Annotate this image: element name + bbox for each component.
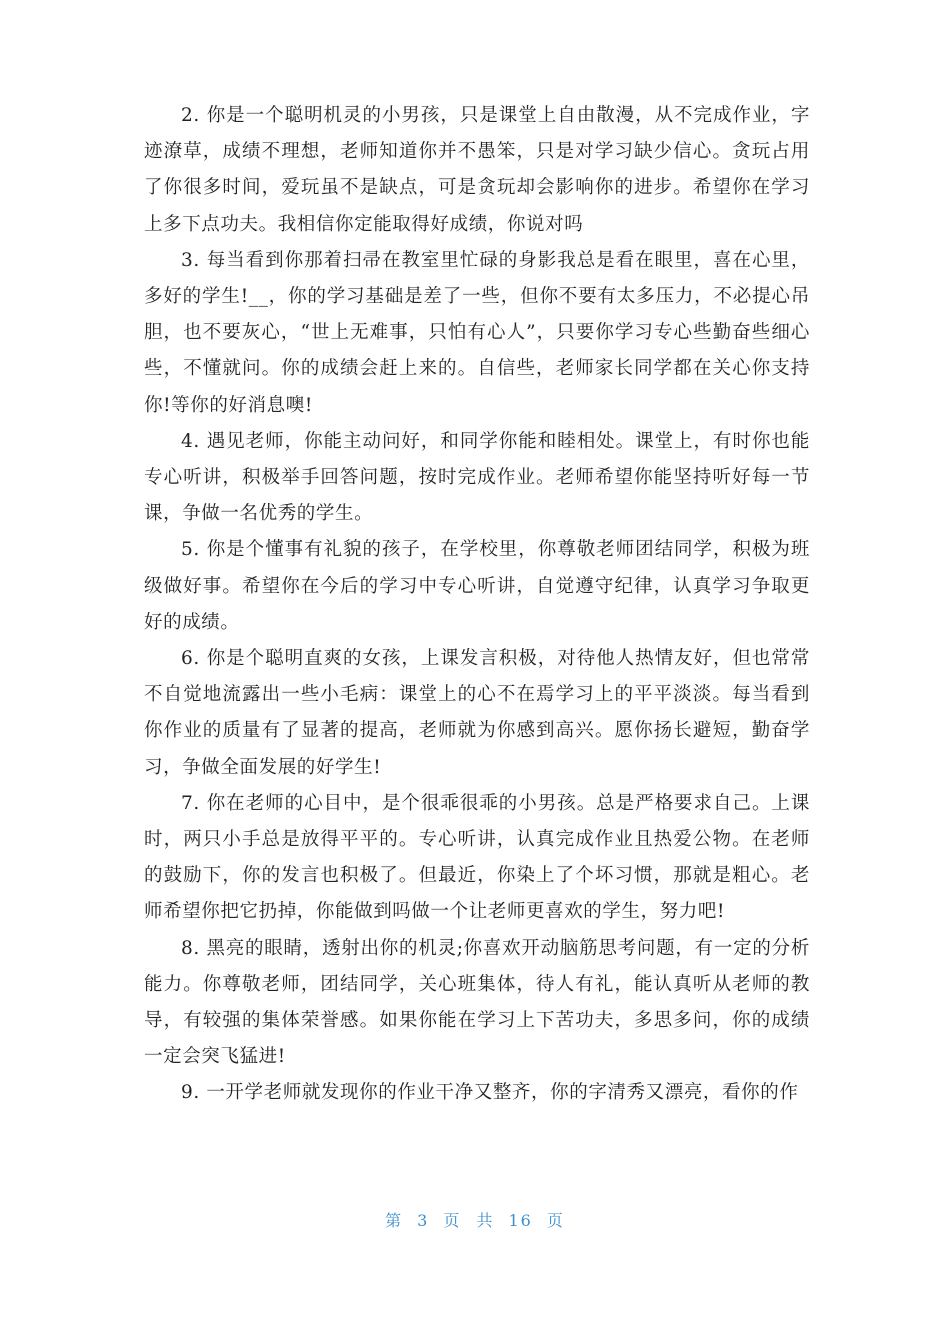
paragraph-item-3: 3. 每当看到你那着扫帚在教室里忙碌的身影我总是看在眼里，喜在心里，多好的学生!__，你的学习基础是差了一些，但你不要有太多压力，不必提心吊胆，也不要灰心，“世上无难事，只怕有心人”，只要你学习专心些勤奋些细心些，不懂就问。你的成绩会赶上来的。自信些，老师家长同学都在关心你支持你!等你的好消息噢! (144, 249, 810, 416)
paragraph-item-4: 4. 遇见老师，你能主动问好，和同学你能和睦相处。课堂上，有时你也能专心听讲，积极举手回答问题，按时完成作业。老师希望你能坚持听好每一节课，争做一名优秀的学生。 (144, 430, 810, 525)
paragraph-item-7: 7. 你在老师的心目中，是个很乖很乖的小男孩。总是严格要求自己。上课时，两只小手总是放得平平的。专心听讲，认真完成作业且热爱公物。在老师的鼓励下，你的发言也积极了。但最近，你染上了个坏习惯，那就是粗心。老师希望你把它扔掉，你能做到吗做一个让老师更喜欢的学生，努力吧! (144, 792, 810, 923)
footer-suffix: 页 (546, 1211, 565, 1230)
paragraph-item-9: 9. 一开学老师就发现你的作业干净又整齐，你的字清秀又漂亮，看你的作 (181, 1082, 799, 1104)
paragraph-item-5: 5. 你是个懂事有礼貌的孩子，在学校里，你尊敬老师团结同学，积极为班级做好事。希望你在今后的学习中专心听讲，自觉遵守纪律，认真学习争取更好的成绩。 (144, 539, 810, 633)
footer-prefix: 第 (385, 1211, 404, 1230)
footer-total-pages: 16 (508, 1211, 533, 1230)
footer-middle: 页 共 (443, 1211, 495, 1230)
page-body (144, 98, 810, 1112)
paragraph-item-8: 8. 黑亮的眼睛，透射出你的机灵;你喜欢开动脑筋思考问题，有一定的分析能力。你尊敬老师，团结同学，关心班集体，待人有礼，能认真听从老师的教导，有较强的集体荣誉感。如果你能在学习上下苦功夫，多思多问，你的成绩一定会突飞猛进! (144, 937, 810, 1068)
paragraph-item-6: 6. 你是个聪明直爽的女孩，上课发言积极，对待他人热情友好，但也常常不自觉地流露出一些小毛病：课堂上的心不在焉学习上的平平淡淡。每当看到你作业的质量有了显著的提高，老师就为你感到高兴。愿你扬长避短，勤奋学习，争做全面发展的好学生! (144, 648, 810, 778)
page-footer (0, 1208, 950, 1231)
footer-current-page: 3 (417, 1211, 430, 1230)
paragraph-item-2: 2. 你是一个聪明机灵的小男孩，只是课堂上自由散漫，从不完成作业，字迹潦草，成绩不理想，老师知道你并不愚笨，只是对学习缺少信心。贪玩占用了你很多时间，爱玩虽不是缺点，可是贪玩却会影响你的进步。希望你在学习上多下点功夫。我相信你定能取得好成绩，你说对吗 (144, 105, 810, 235)
